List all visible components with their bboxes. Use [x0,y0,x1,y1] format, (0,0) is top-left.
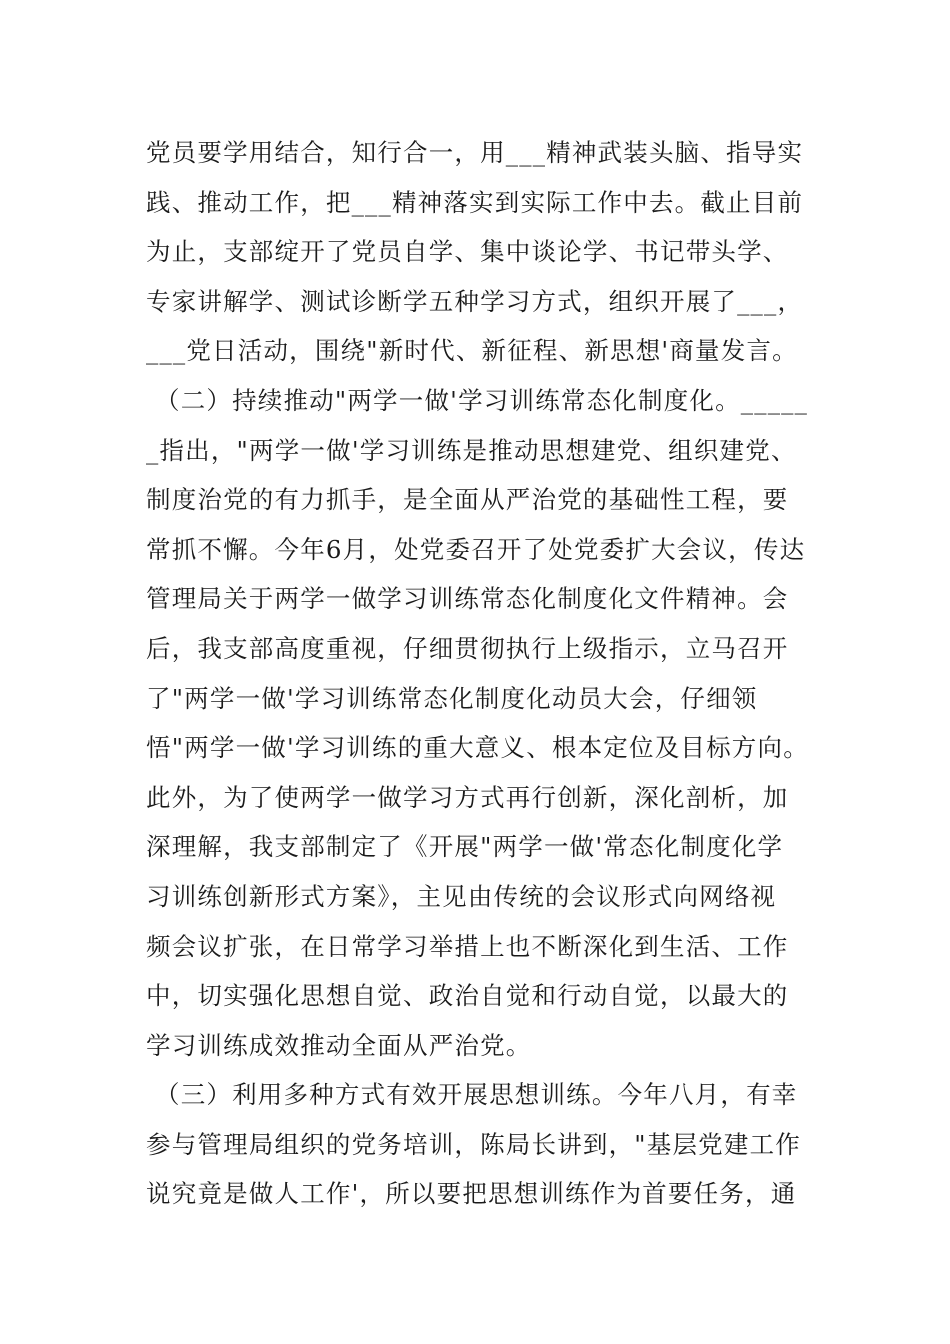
text-line: 习训练创新形式方案》，主见由传统的会议形式向网络视 [146,881,777,911]
text-line: 说究竟是做人工作'，所以要把思想训练作为首要任务，通 [146,1179,797,1209]
text-line: 专家讲解学、测试诊断学五种学习方式，组织开展了___， [146,286,804,316]
text-line: 党员要学用结合，知行合一，用___精神武装头脑、指导实 [146,138,804,167]
text-line: 后，我支部高度重视，仔细贯彻执行上级指示，立马召开 [146,633,789,663]
text-line: 了"两学一做'学习训练常态化制度化动员大会，仔细领 [146,683,758,713]
text-line: 学习训练成效推动全面从严治党。 [146,1030,532,1060]
text-line: 悟"两学一做'学习训练的重大意义、根本定位及目标方向。 [146,733,809,763]
text-line: 频会议扩张，在日常学习举措上也不断深化到生活、工作 [146,931,789,961]
text-line: 制度治党的有力抓手，是全面从严治党的基础性工程，要 [146,485,789,515]
text-line: 深理解，我支部制定了《开展"两学一做'常态化制度化学 [146,832,784,862]
body-text [146,128,826,1219]
section-heading-line: （三）利用多种方式有效开展思想训练。今年八月，有幸 [146,1080,798,1110]
text-line: 此外，为了使两学一做学习方式再行创新，深化剖析，加 [146,782,789,812]
section-heading-line: （二）持续推动"两学一做'学习训练常态化制度化。_____ [146,385,809,415]
text-line: _指出，"两学一做'学习训练是推动思想建党、组织建党、 [146,435,797,465]
text-line: 参与管理局组织的党务培训，陈局长讲到，"基层党建工作 [146,1129,801,1159]
text-line: 为止，支部绽开了党员自学、集中谈论学、书记带头学、 [146,237,789,267]
text-line: 常抓不懈。今年6月，处党委召开了处党委扩大会议，传达 [146,534,806,564]
text-line: 践、推动工作，把___精神落实到实际工作中去。截止目前 [146,187,804,217]
text-line: ___党日活动，围绕"新时代、新征程、新思想'商量发言。 [146,336,798,366]
text-line: 中，切实强化思想自觉、政治自觉和行动自觉，以最大的 [146,981,789,1011]
text-line: 管理局关于两学一做学习训练常态化制度化文件精神。会 [146,584,789,614]
